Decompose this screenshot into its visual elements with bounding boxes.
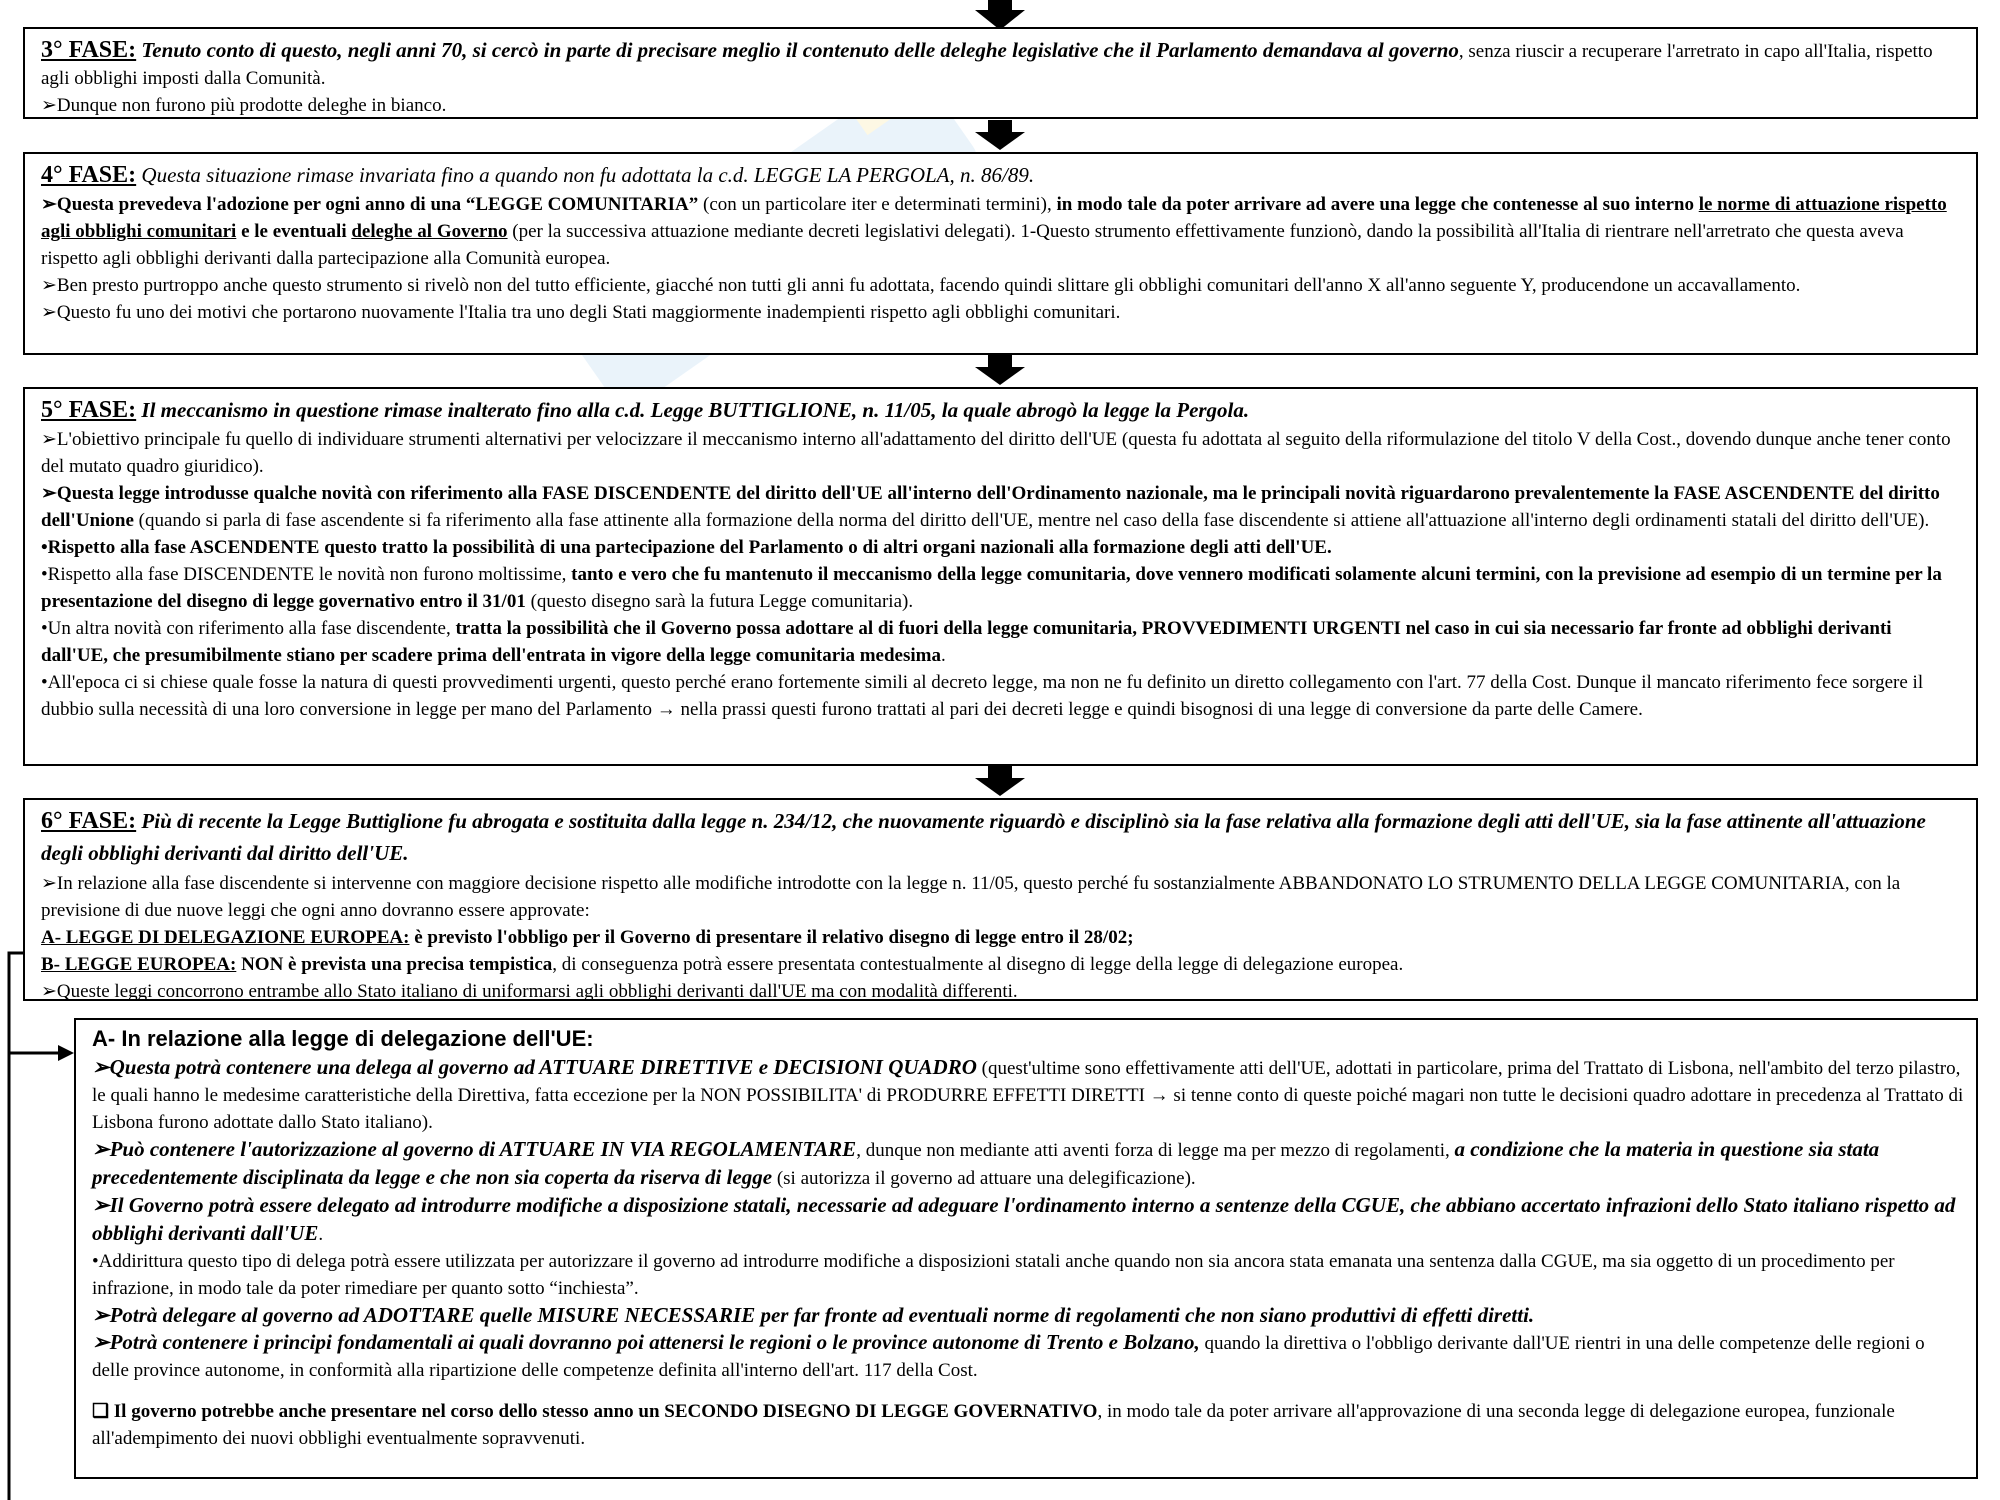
fase3-bullet: ➢Dunque non furono più prodotte deleghe in bianco. — [41, 95, 447, 116]
fase4-b1a: ➢Questa prevedeva l'adozione per ogni anno di una “LEGGE COMUNITARIA” — [41, 194, 699, 215]
fase5-b4c: (questo disegno sarà la futura Legge comunitaria). — [525, 591, 914, 612]
fase6-item-b — [41, 951, 1960, 978]
fase4-b1c: in modo tale da poter arrivare ad avere una legge che contenesse al suo interno — [1056, 194, 1699, 215]
fase5-b5b: tratta la possibilità che il Governo possa adottare al di fuori della legge comunitaria, PROVVEDIMENTI URGENTI nel caso in cui sia necessario far fronte ad obblighi derivanti dall'UE, che presumibilmente stiano per scadere prima dell'entrata in vigore della legge comunitaria medesima — [41, 618, 1892, 666]
fase6-bullet-1: ➢In relazione alla fase discendente si intervenne con maggiore decisione rispetto alle modifiche introdotte con la legge n. 11/05, questo perché fu sostanzialmente ABBANDONATO LO STRUMENTO DELLA LEGGE COMUNITARIA, con la previsione di due nuove leggi che ogni anno dovranno essere approvate: — [41, 873, 1901, 921]
fase4-title: 4° FASE: — [41, 162, 137, 188]
fase4-bullet-3: ➢Questo fu uno dei motivi che portarono nuovamente l'Italia tra uno degli Stati maggiormente inadempienti rispetto agli obblighi comunitari. — [41, 302, 1121, 323]
section-a-p6 — [92, 1329, 1964, 1384]
section-a-p2c: a condizione che la materia in questione sia stata precedentemente disciplinata da legge e che non sia coperta da riserva di legge — [92, 1137, 1880, 1189]
fase5-b4a: •Rispetto alla fase DISCENDENTE le novità non furono moltissime, — [41, 564, 572, 585]
section-a-p3b: . — [318, 1224, 324, 1245]
fase6-lead: Più di recente la Legge Buttiglione fu abrogata e sostituita dalla legge n. 234/12, che nuovamente riguardò e disciplinò sia la fase relativa alla formazione degli atti dell'UE, sia la fase attinente all'attuazione degli obblighi derivanti dal diritto dell'UE. — [41, 809, 1926, 865]
section-a-p6a: ➢Potrà contenere i principi fondamentali ai quali dovranno poi attenersi le regioni o le province autonome di Trento e Bolzano, — [92, 1330, 1200, 1354]
fase4-lead: Questa situazione rimase invariata fino a quando non fu adottata la c.d. LEGGE LA PERGOLA, n. 86/89. — [136, 163, 1035, 187]
fase4-box — [23, 152, 1978, 355]
section-a-p1b: (quest'ultime sono effettivamente atti dell'UE, adottati in particolare, prima del Trattato di Lisbona, nell'ambito del terzo pilastro, le quali hanno le medesime caratteristiche della Direttiva, fatta eccezione per la NON POSSIBILITA' di PRODURRE EFFETTI DIRETTI → si tenne conto di queste poiché magari non tutte le decisioni quadro adottare in precedenza al Trattato di Lisbona furono adottate dallo Stato italiano). — [92, 1058, 1964, 1133]
fase4-b1g: (per la successiva attuazione mediante decreti legislativi delegati). 1-Questo strumento effettivamente funzionò, dando la possibilità all'Italia di rientrare nell'arretrato che questa aveva rispetto agli obblighi derivanti dalla partecipazione alla Comunità europea. — [41, 221, 1904, 269]
fase3-title: 3° FASE: — [41, 37, 137, 63]
connector-arrow-icon — [0, 950, 80, 1500]
fase5-bullet-4 — [41, 561, 1960, 615]
fase5-b2b: (quando si parla di fase ascendente si fa riferimento alla fase attinente alla formazione della norma del diritto dell'UE, mentre nel caso della fase discendente si attiene all'attuazione all'interno degli ordinamenti statali del diritto dell'UE). — [133, 510, 1930, 531]
fase6-item-a — [41, 924, 1960, 951]
fase5-box — [23, 387, 1978, 766]
fase5-b2a: ➢Questa legge introdusse qualche novità con riferimento alla FASE DISCENDENTE del diritto dell'UE all'interno dell'Ordinamento nazionale, ma le principali novità riguardarono prevalentemente la FASE ASCENDENTE del diritto dell'Unione — [41, 483, 1940, 531]
section-a-p2 — [92, 1136, 1964, 1192]
section-a-p3a: ➢Il Governo potrà essere delegato ad introdurre modifiche a disposizione statali, necessarie ad adeguare l'ordinamento interno a sentenze della CGUE, che abbiano accertato infrazioni dello Stato italiano rispetto ad obblighi derivanti dall'UE — [92, 1193, 1956, 1245]
fase6-box — [23, 798, 1978, 1001]
fase5-bullet-3: •Rispetto alla fase ASCENDENTE questo tratto la possibilità di una partecipazione del Parlamento o di altri organi nazionali alla formazione degli atti dell'UE. — [41, 537, 1332, 558]
down-arrow-icon — [971, 120, 1029, 152]
fase5-lead: Il meccanismo in questione rimase inalterato fino alla c.d. Legge BUTTIGLIONE, n. 11/05, la quale abrogò la legge la Pergola. — [136, 398, 1250, 422]
fase6-a-label: A- LEGGE DI DELEGAZIONE EUROPEA: — [41, 927, 410, 948]
section-a-title: A- In relazione alla legge di delegazione dell'UE: — [92, 1026, 594, 1051]
down-arrow-icon — [971, 355, 1029, 387]
down-arrow-icon — [971, 766, 1029, 798]
fase6-a-text: è previsto l'obbligo per il Governo di presentare il relativo disegno di legge entro il 28/02; — [409, 927, 1134, 948]
fase5-bullet-5 — [41, 615, 1960, 669]
fase4-b1b: (con un particolare iter e determinati termini), — [698, 194, 1057, 215]
section-a-p3 — [92, 1192, 1964, 1248]
fase4-bullet-2: ➢Ben presto purtroppo anche questo strumento si rivelò non del tutto efficiente, giacché non tutti gli anni fu adottata, facendo quindi slittare gli obblighi comunitari dell'anno X all'anno seguente Y, producendone un accavallamento. — [41, 275, 1801, 296]
fase5-bullet-2 — [41, 480, 1960, 534]
section-a-box — [74, 1018, 1978, 1479]
fase5-b4b: tanto e vero che fu mantenuto il meccanismo della legge comunitaria, dove vennero modificati solamente alcuni termini, con la previsione ad esempio di un termine per la presentazione del disegno di legge governativo entro il 31/01 — [41, 564, 1942, 612]
section-a-p2b: , dunque non mediante atti aventi forza di legge ma per mezzo di regolamenti, — [856, 1140, 1455, 1161]
section-a-p7 — [92, 1398, 1964, 1452]
fase4-b1e: e le eventuali — [236, 221, 352, 242]
fase5-b5c: . — [940, 645, 946, 666]
fase6-bullet-2: ➢Queste leggi concorrono entrambe allo Stato italiano di uniformarsi agli obblighi derivanti dall'UE ma con modalità differenti. — [41, 981, 1018, 1002]
fase6-b-bold: NON è prevista una precisa tempistica — [236, 954, 553, 975]
fase3-rest: , senza riuscir a recuperare l'arretrato in capo all'Italia, rispetto agli obblighi imposti dalla Comunità. — [41, 41, 1933, 89]
fase5-bullet-1: ➢L'obiettivo principale fu quello di individuare strumenti alternativi per velocizzare il meccanismo interno all'adattamento del diritto dell'UE (questa fu adottata al seguito della riformulazione del titolo V della Cost., dovendo dunque anche tener conto del mutato quadro giuridico). — [41, 429, 1951, 477]
section-a-p7b: , in modo tale da poter arrivare all'approvazione di una seconda legge di delegazione europea, funzionale all'adempimento dei nuovi obblighi eventualmente sopravvenuti. — [92, 1401, 1895, 1449]
fase6-b-label: B- LEGGE EUROPEA: — [41, 954, 237, 975]
fase3-box — [23, 27, 1978, 119]
fase5-b5a: •Un altra novità con riferimento alla fase discendente, — [41, 618, 456, 639]
section-a-p1 — [92, 1054, 1964, 1136]
section-a-p1a: ➢Questa potrà contenere una delega al governo ad ATTUARE DIRETTIVE e DECISIONI QUADRO — [92, 1055, 977, 1079]
fase6-heading — [41, 806, 1960, 870]
section-a-p6b: quando la direttiva o l'obbligo derivante dall'UE rientri in una delle competenze delle regioni o delle province autonome, in conformità alla ripartizione delle competenze definita all'interno dell'art. 117 della Cost. — [92, 1333, 1925, 1381]
section-a-p7a: ❑ Il governo potrebbe anche presentare nel corso dello stesso anno un SECONDO DISEGNO DI LEGGE GOVERNATIVO — [92, 1401, 1098, 1422]
section-a-p2d: (si autorizza il governo ad attuare una delegificazione). — [772, 1168, 1196, 1189]
fase5-title: 5° FASE: — [41, 397, 137, 423]
fase4-b1d: le norme di attuazione rispetto agli obblighi comunitari — [41, 194, 1947, 242]
section-a-p5: ➢Potrà delegare al governo ad ADOTTARE quelle MISURE NECESSARIE per far fronte ad eventuali norme di regolamenti che non siano produttivi di effetti diretti. — [92, 1303, 1535, 1327]
fase4-bullet-1 — [41, 191, 1960, 272]
section-a-p4: •Addirittura questo tipo di delega potrà essere utilizzata per autorizzare il governo ad introdurre modifiche a disposizioni statali anche quando non sia ancora stata emanata una sentenza dalla CGUE, ma sia oggetto di un procedimento per infrazione, in modo tale da poter rimediare per quanto sotto “inchiesta”. — [92, 1251, 1895, 1299]
fase6-title: 6° FASE: — [41, 808, 137, 834]
fase5-bullet-6: •All'epoca ci si chiese quale fosse la natura di questi provvedimenti urgenti, questo perché erano fortemente simili al decreto legge, ma non ne fu definito un diretto collegamento con l'art. 77 della Cost. Dunque il mancato riferimento fece sorgere il dubbio sulla necessità di una loro conversione in legge per mano del Parlamento → nella prassi questi furono trattati al pari dei decreti legge e quindi bisognosi di una legge di conversione da parte delle Camere. — [41, 672, 1924, 720]
fase6-b-text: , di conseguenza potrà essere presentata contestualmente al disegno di legge della legge di delegazione europea. — [552, 954, 1404, 975]
fase3-paragraph — [41, 35, 1960, 92]
fase3-lead: Tenuto conto di questo, negli anni 70, si cercò in parte di precisare meglio il contenuto delle deleghe legislative che il Parlamento demandava al governo — [136, 38, 1459, 62]
section-a-p2a: ➢Può contenere l'autorizzazione al governo di ATTUARE IN VIA REGOLAMENTARE — [92, 1137, 857, 1161]
fase5-heading — [41, 395, 1960, 425]
fase4-heading — [41, 160, 1960, 190]
fase4-b1f: deleghe al Governo — [351, 221, 508, 242]
